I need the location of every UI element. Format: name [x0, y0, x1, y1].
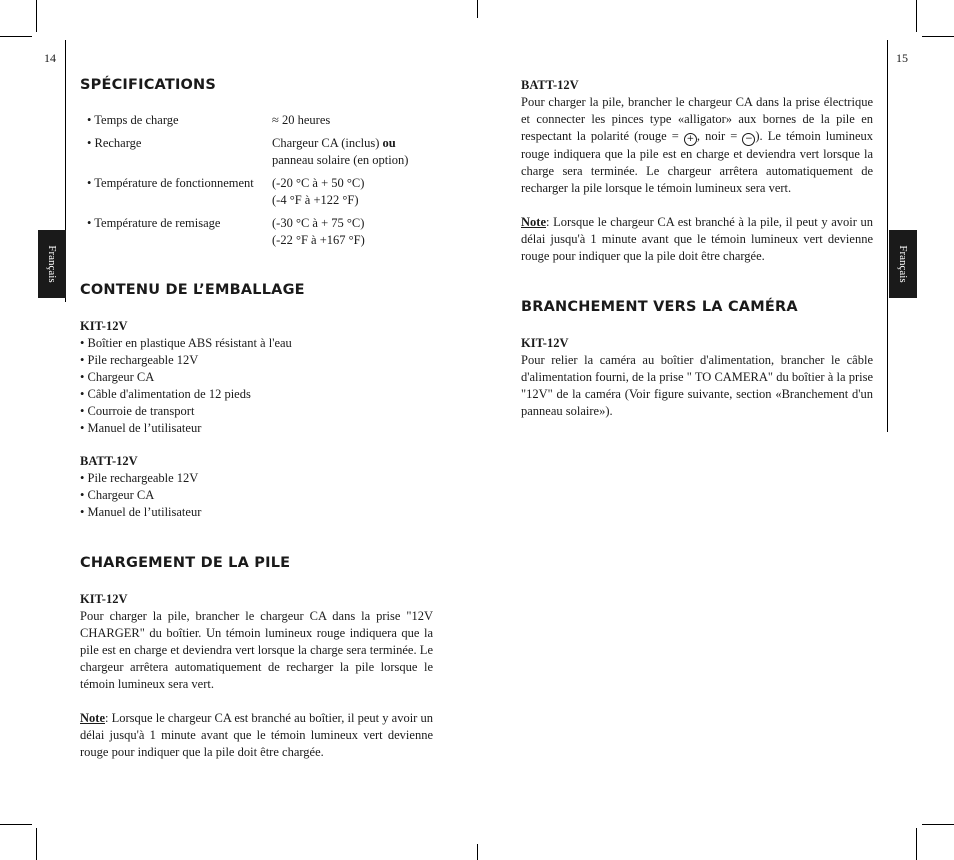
- specifications-title: SPÉCIFICATIONS: [80, 77, 217, 93]
- list-item: • Pile rechargeable 12V: [80, 471, 199, 485]
- crop-mark: [477, 844, 478, 860]
- spec-label: • Température de remisage: [87, 216, 221, 230]
- spec-value-text: (-30 °C à + 75 °C): [272, 216, 365, 230]
- batt-charging-note: [521, 214, 873, 265]
- spec-label: • Temps de charge: [87, 113, 179, 127]
- list-item: • Boîtier en plastique ABS résistant à l'eau: [80, 336, 292, 350]
- charging-title: CHARGEMENT DE LA PILE: [80, 555, 291, 571]
- spec-value: [272, 215, 433, 249]
- list-item: • Chargeur CA: [80, 488, 155, 502]
- page-number-left: 14: [44, 51, 56, 65]
- crop-mark: [922, 824, 954, 825]
- body-text: , noir =: [696, 129, 743, 143]
- spec-label: • Recharge: [87, 136, 142, 150]
- spec-value-text: Chargeur CA (inclus): [272, 136, 383, 150]
- list-item: • Manuel de l’utilisateur: [80, 421, 202, 435]
- page-number-right: 15: [896, 51, 908, 65]
- list-item: • Courroie de transport: [80, 404, 195, 418]
- spec-value: ≈ 20 heures: [272, 113, 331, 127]
- language-tab-label: Français: [46, 245, 58, 283]
- crop-mark: [922, 36, 954, 37]
- spec-value-text: (-20 °C à + 50 °C): [272, 176, 365, 190]
- kit-label: KIT-12V: [521, 336, 569, 350]
- kit-label: KIT-12V: [80, 592, 128, 606]
- language-tab-left: [38, 230, 66, 298]
- batt-label: BATT-12V: [521, 78, 579, 92]
- package-contents-title: CONTENU DE L’EMBALLAGE: [80, 282, 305, 298]
- camera-connection-text: Pour relier la caméra au boîtier d'alimentation, brancher le câble d'alimentation fourni, de la prise " TO CAMERA" du boîtier à la prise "12V" de la caméra (Voir figure suivante, section «Branchement d'un panneau solaire»).: [521, 353, 873, 418]
- batt-charging-text: [521, 94, 873, 197]
- list-item: • Chargeur CA: [80, 370, 155, 384]
- note-label: Note: [521, 215, 546, 229]
- spec-table: [80, 112, 433, 249]
- camera-connection-title: BRANCHEMENT VERS LA CAMÉRA: [521, 299, 798, 315]
- spec-value-text: (-4 °F à +122 °F): [272, 193, 359, 207]
- spec-value: [272, 135, 433, 169]
- language-tab-right: [889, 230, 917, 298]
- list-item: • Manuel de l’utilisateur: [80, 505, 202, 519]
- note-label: Note: [80, 711, 105, 725]
- kit-charging-text: Pour charger la pile, brancher le chargeur CA dans la prise "12V CHARGER" du boîtier. Un témoin lumineux rouge indiquera que la pile est en charge et deviendra vert lorsque la charge sera terminée. Le chargeur arrêtera automatiquement de recharger la pile lorsque le témoin lumineux sera vert.: [80, 609, 433, 691]
- spec-value: [272, 175, 433, 209]
- left-page-content: [80, 77, 433, 761]
- batt-contents-list: [80, 470, 433, 521]
- spec-row: [80, 215, 433, 249]
- body-text: ). Le témoin lumineux rouge indiquera que la pile est en charge et deviendra vert lorsque la charge sera terminée. Le chargeur arrêtera automatiquement de recharger la pile lorsque le témoin lumineux sera vert.: [521, 129, 873, 195]
- plus-icon: +: [684, 133, 697, 146]
- crop-mark: [916, 0, 917, 32]
- kit-label: KIT-12V: [80, 319, 128, 333]
- crop-mark: [0, 824, 32, 825]
- spec-row: [80, 112, 433, 129]
- note-text: : Lorsque le chargeur CA est branché au boîtier, il peut y avoir un délai jusqu'à 1 minute avant que le témoin lumineux vert devienne rouge pour indiquer que la pile doit être chargée.: [80, 711, 433, 759]
- crop-mark: [36, 828, 37, 860]
- crop-mark: [916, 828, 917, 860]
- language-tab-label: Français: [897, 245, 909, 283]
- crop-mark: [477, 0, 478, 18]
- charging-note: [80, 710, 433, 761]
- minus-icon: −: [742, 133, 755, 146]
- crop-mark: [36, 0, 37, 32]
- spec-row: [80, 135, 433, 169]
- crop-mark: [0, 36, 32, 37]
- spec-label: • Température de fonctionnement: [87, 176, 254, 190]
- page-edge-line: [887, 40, 888, 432]
- body-text: Pour charger la pile, brancher le chargeur CA dans la prise électrique et connecter les pinces type «alligator» aux bornes de la pile en respectant la polarité (rouge =: [521, 95, 873, 143]
- note-text: : Lorsque le chargeur CA est branché à la pile, il peut y avoir un délai jusqu'à 1 minute avant que le témoin lumineux vert devienne rouge pour indiquer que la pile doit être chargée.: [521, 215, 873, 263]
- spec-row: [80, 175, 433, 209]
- list-item: • Pile rechargeable 12V: [80, 353, 199, 367]
- kit-contents-list: [80, 335, 433, 437]
- spec-value-bold: ou: [382, 136, 396, 150]
- list-item: • Câble d'alimentation de 12 pieds: [80, 387, 251, 401]
- spec-value-text: panneau solaire (en option): [272, 153, 409, 167]
- spec-value-text: (-22 °F à +167 °F): [272, 233, 365, 247]
- right-page-content: [521, 77, 873, 420]
- batt-label: BATT-12V: [80, 454, 138, 468]
